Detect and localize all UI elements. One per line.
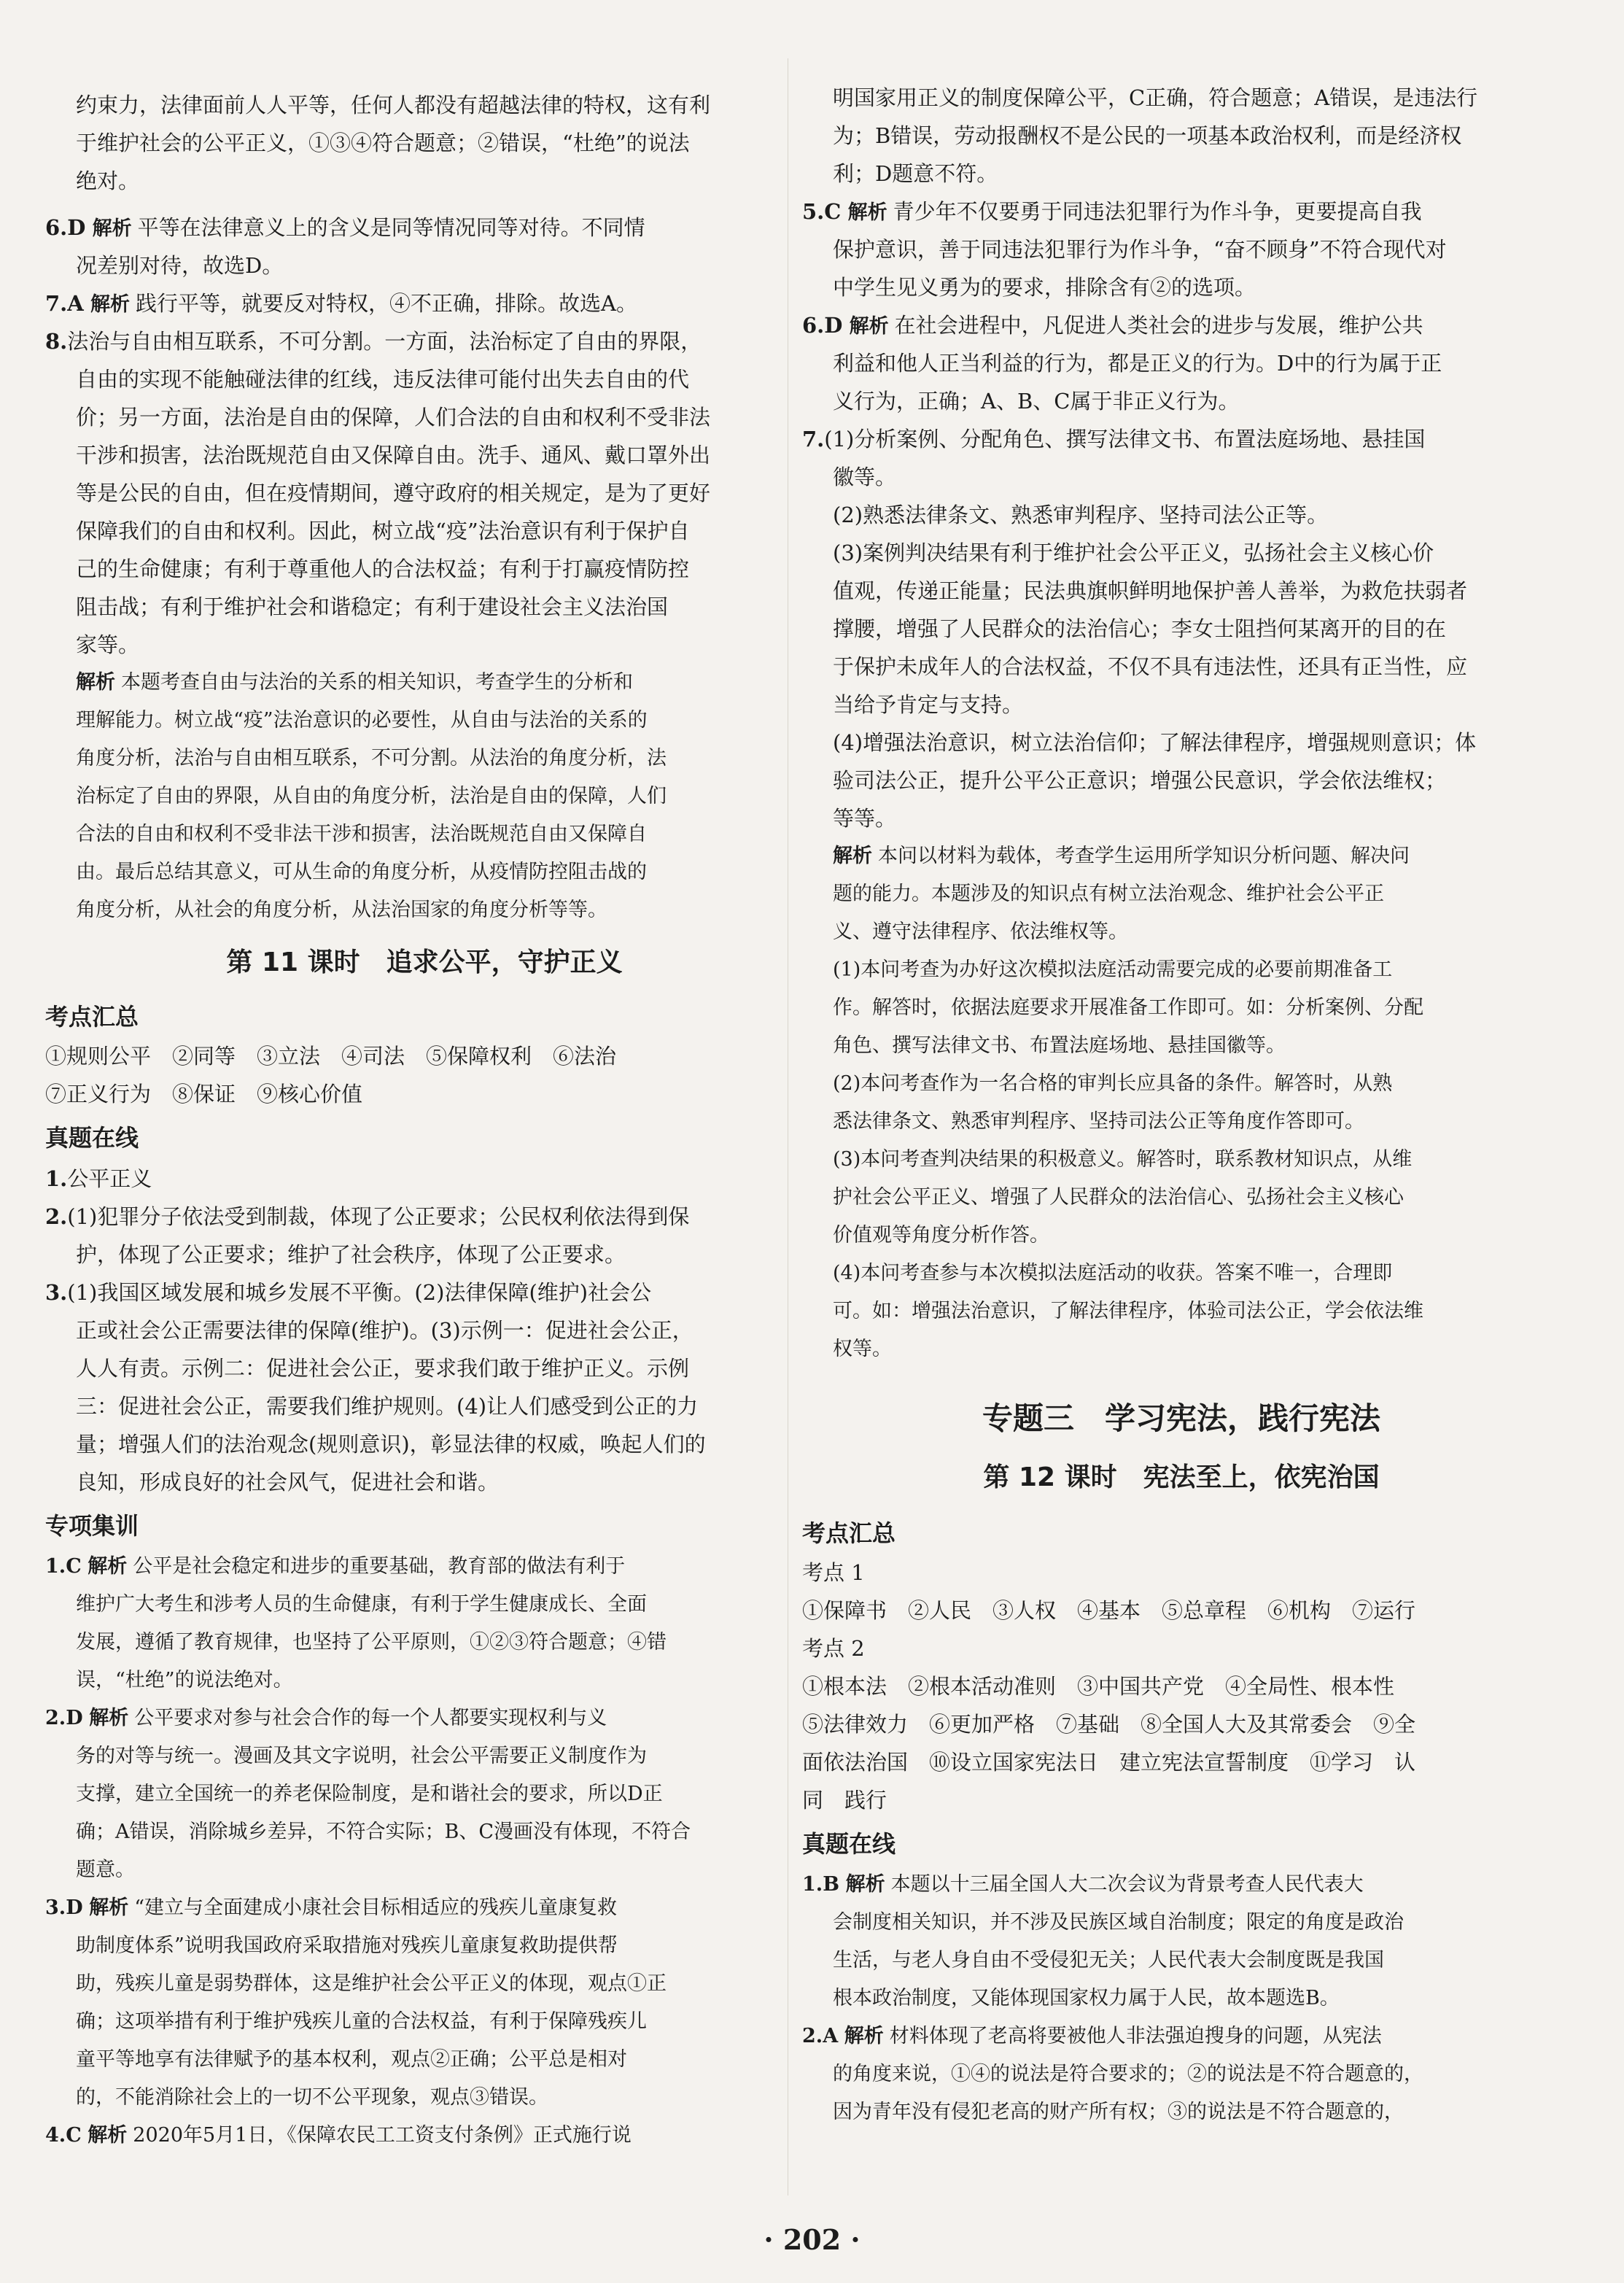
page-number: · 202 · bbox=[764, 2223, 860, 2256]
answer-item-line: 己的生命健康；有利于尊重他人的合法权益；有利于打赢疫情防控 bbox=[76, 557, 690, 581]
special-item-line: 误，“杜绝”的说法绝对。 bbox=[76, 1669, 293, 1691]
analysis-label: 解析 bbox=[844, 2025, 884, 2047]
analysis-line: 治标定了自由的界限，从自由的角度分析，法治是自由的保障，人们 bbox=[76, 785, 667, 807]
real-item-line: 三：促进社会公正，需要我们维护规则。(4)让人们感受到公正的力 bbox=[76, 1394, 699, 1419]
special-item-line: 题意。 bbox=[76, 1858, 135, 1881]
answer-item-line: 徽等。 bbox=[833, 465, 897, 489]
answer-item-line: 自由的实现不能触碰法律的红线，违反法律可能付出失去自由的代 bbox=[76, 367, 690, 392]
answer-item-line: 值观，传递正能量；民法典旗帜鲜明地保护善人善举，为救危扶弱者 bbox=[833, 578, 1468, 603]
answer-item-line: 义行为，正确；A、B、C属于非正义行为。 bbox=[833, 389, 1240, 414]
continued-text-line: 利；D题意不符。 bbox=[833, 161, 998, 186]
answer-item-line: 中学生见义勇为的要求，排除含有②的选项。 bbox=[833, 275, 1256, 300]
special-item-4: 4.C 解析 2020年5月1日，《保障农民工工资支付条例》正式施行说 bbox=[45, 2124, 632, 2147]
special-item-line: 确；A错误，消除城乡差异，不符合实际；B、C漫画没有体现，不符合 bbox=[76, 1821, 691, 1843]
answer-item-line: (4)增强法治意识，树立法治信仰；了解法律程序，增强规则意识；体 bbox=[833, 730, 1477, 755]
analysis-line: 角色、撰写法律文书、布置法庭场地、悬挂国徽等。 bbox=[833, 1034, 1286, 1057]
point-2-label: 考点 2 bbox=[802, 1636, 865, 1661]
analysis-label: 解析 bbox=[88, 2124, 128, 2147]
point-2-line: 面依法治国 ⑩设立国家宪法日 建立宪法宣誓制度 ⑪学习 认 bbox=[802, 1750, 1416, 1775]
answer-item-line: 阻击战；有利于维护社会和谐稳定；有利于建设社会主义法治国 bbox=[76, 594, 669, 619]
special-item-line: 助制度体系”说明我国政府采取措施对残疾儿童康复救助提供帮 bbox=[76, 1934, 618, 1957]
answer-item-line: 干涉和损害，法治既规范自由又保障自由。洗手、通风、戴口罩外出 bbox=[76, 443, 711, 468]
special-item-line: 确；这项举措有利于维护残疾儿童的合法权益，有利于保障残疾儿 bbox=[76, 2010, 647, 2033]
continued-text-line: 绝对。 bbox=[76, 168, 140, 193]
continued-text-line: 约束力，法律面前人人平等，任何人都没有超越法律的特权，这有利 bbox=[76, 93, 711, 117]
analysis-paragraph: 解析 本问以材料为载体，考查学生运用所学知识分析问题、解决问 bbox=[833, 845, 1410, 867]
analysis-line: 角度分析，从社会的角度分析，从法治国家的角度分析等等。 bbox=[76, 899, 607, 921]
analysis-label: 解析 bbox=[89, 1707, 129, 1729]
analysis-line: 题的能力。本题涉及的知识点有树立法治观念、维护社会公平正 bbox=[833, 883, 1384, 905]
point-2-line: ①根本法 ②根本活动准则 ③中国共产党 ④全局性、根本性 bbox=[802, 1674, 1395, 1699]
analysis-line: 悉法律条文、熟悉审判程序、坚持司法公正等角度作答即可。 bbox=[833, 1110, 1364, 1133]
special-item-3: 3.D 解析 “建立与全面建成小康社会目标相适应的残疾儿童康复救 bbox=[45, 1896, 618, 1919]
analysis-line: 义、遵守法律程序、依法维权等。 bbox=[833, 920, 1128, 943]
special-item-2: 2.D 解析 公平要求对参与社会合作的每一个人都要实现权利与义 bbox=[45, 1707, 607, 1729]
answer-item-line: 当给予肯定与支持。 bbox=[833, 692, 1024, 717]
analysis-label: 解析 bbox=[89, 1896, 129, 1919]
special-item-line: 助，残疾儿童是弱势群体，这是维护社会公平正义的体现，观点①正 bbox=[76, 1972, 667, 1995]
answer-item-line: 况差别对待，故选D。 bbox=[76, 253, 284, 278]
answer-item-line: 利益和他人正当利益的行为，都是正义的行为。D中的行为属于正 bbox=[833, 351, 1442, 376]
continued-text-line: 明国家用正义的制度保障公平，C正确，符合题意；A错误，是违法行 bbox=[833, 85, 1478, 110]
special-item-line: 务的对等与统一。漫画及其文字说明，社会公平需要正义制度作为 bbox=[76, 1745, 647, 1767]
analysis-line: 合法的自由和权利不受非法干涉和损害，法治既规范自由又保障自 bbox=[76, 823, 647, 845]
real-item-1: 1.公平正义 bbox=[45, 1166, 152, 1191]
point-1-label: 考点 1 bbox=[802, 1560, 865, 1585]
real-item-1-right: 1.B 解析 本题以十三届全国人大二次会议为背景考查人民代表大 bbox=[802, 1873, 1364, 1896]
summary-line: ⑦正义行为 ⑧保证 ⑨核心价值 bbox=[45, 1082, 363, 1106]
real-item-line: 良知，形成良好的社会风气，促进社会和谐。 bbox=[76, 1470, 500, 1495]
point-2-line: 同 践行 bbox=[802, 1788, 887, 1813]
continued-text-line: 于维护社会的公平正义，①③④符合题意；②错误，“杜绝”的说法 bbox=[76, 131, 690, 155]
analysis-line: (4)本问考查参与本次模拟法庭活动的收获。答案不唯一，合理即 bbox=[833, 1262, 1393, 1284]
real-item-2: 2.(1)犯罪分子依法受到制裁，体现了公正要求；公民权利依法得到保 bbox=[45, 1204, 690, 1229]
special-item-line: 发展，遵循了教育规律，也坚持了公平原则，①②③符合题意；④错 bbox=[76, 1631, 667, 1654]
analysis-line: 护社会公平正义、增强了人民群众的法治信心、弘扬社会主义核心 bbox=[833, 1186, 1404, 1209]
answer-item-line: 撑腰，增强了人民群众的法治信心；李女士阻挡何某离开的目的在 bbox=[833, 616, 1447, 641]
special-item-line: 维护广大考生和涉考人员的生命健康，有利于学生健康成长、全面 bbox=[76, 1593, 647, 1616]
answer-item-8: 8.法治与自由相互联系，不可分割。一方面，法治标定了自由的界限， bbox=[45, 329, 702, 354]
special-item-line: 的，不能消除社会上的一切不公平现象，观点③错误。 bbox=[76, 2086, 548, 2109]
point-2-line: ⑤法律效力 ⑥更加严格 ⑦基础 ⑧全国人大及其常委会 ⑨全 bbox=[802, 1712, 1416, 1737]
summary-heading: 考点汇总 bbox=[45, 1003, 139, 1031]
analysis-line: 作。解答时，依据法庭要求开展准备工作即可。如：分析案例、分配 bbox=[833, 996, 1423, 1019]
analysis-label: 解析 bbox=[849, 315, 889, 338]
analysis-line: 可。如：增强法治意识，了解法律程序，体验司法公正，学会依法维 bbox=[833, 1300, 1423, 1322]
answer-item-7: 7.A 解析 践行平等，就要反对特权，④不正确，排除。故选A。 bbox=[45, 291, 637, 316]
real-item-3: 3.(1)我国区域发展和城乡发展不平衡。(2)法律保障(维护)社会公 bbox=[45, 1280, 652, 1305]
answer-item-6-right: 6.D 解析 在社会进程中，凡促进人类社会的进步与发展，维护公共 bbox=[802, 313, 1423, 338]
special-training-heading: 专项集训 bbox=[45, 1512, 139, 1540]
analysis-line: (1)本问考查为办好这次模拟法庭活动需要完成的必要前期准备工 bbox=[833, 958, 1393, 981]
answer-item-5: 5.C 解析 青少年不仅要勇于同违法犯罪行为作斗争，更要提高自我 bbox=[802, 199, 1422, 224]
real-item-line: 的角度来说，①④的说法是符合要求的；②的说法是不符合题意的， bbox=[833, 2063, 1423, 2085]
analysis-line: 理解能力。树立战“疫”法治意识的必要性，从自由与法治的关系的 bbox=[76, 709, 648, 732]
real-item-line: 人人有责。示例二：促进社会公正，要求我们敢于维护正义。示例 bbox=[76, 1356, 690, 1381]
special-item-1: 1.C 解析 公平是社会稳定和进步的重要基础，教育部的做法有利于 bbox=[45, 1555, 626, 1578]
analysis-label: 解析 bbox=[845, 1873, 885, 1896]
topic-3-title: 专题三 学习宪法，践行宪法 bbox=[982, 1400, 1380, 1436]
point-1-line: ①保障书 ②人民 ③人权 ④基本 ⑤总章程 ⑥机构 ⑦运行 bbox=[802, 1598, 1416, 1623]
answer-item-line: (2)熟悉法律条文、熟悉审判程序、坚持司法公正等。 bbox=[833, 503, 1329, 527]
real-item-line: 会制度相关知识，并不涉及民族区域自治制度；限定的角度是政治 bbox=[833, 1911, 1404, 1934]
analysis-paragraph: 解析 本题考查自由与法治的关系的相关知识，考查学生的分析和 bbox=[76, 671, 633, 694]
analysis-line: 角度分析，法治与自由相互联系，不可分割。从法治的角度分析，法 bbox=[76, 747, 667, 770]
lesson-11-title: 第 11 课时 追求公平，守护正义 bbox=[226, 947, 623, 977]
analysis-label: 解析 bbox=[833, 845, 872, 867]
real-item-line: 量；增强人们的法治观念(规则意识)，彰显法律的权威，唤起人们的 bbox=[76, 1432, 706, 1457]
analysis-label: 解析 bbox=[92, 217, 132, 240]
continued-text-line: 为；B错误，劳动报酬权不是公民的一项基本政治权利，而是经济权 bbox=[833, 123, 1462, 148]
answer-item-line: 等等。 bbox=[833, 806, 897, 831]
analysis-line: (3)本问考查判决结果的积极意义。解答时，联系教材知识点，从维 bbox=[833, 1148, 1413, 1171]
real-item-line: 因为青年没有侵犯老高的财产所有权；③的说法是不符合题意的， bbox=[833, 2101, 1404, 2123]
analysis-label: 解析 bbox=[76, 671, 115, 694]
answer-item-line: 等是公民的自由，但在疫情期间，遵守政府的相关规定，是为了更好 bbox=[76, 481, 711, 505]
answer-item-7-right: 7.(1)分析案例、分配角色、撰写法律文书、布置法庭场地、悬挂国 bbox=[802, 427, 1426, 451]
answer-item-line: 保护意识，善于同违法犯罪行为作斗争，“奋不顾身”不符合现代对 bbox=[833, 237, 1447, 262]
real-exam-heading: 真题在线 bbox=[45, 1124, 139, 1152]
analysis-label: 解析 bbox=[88, 1555, 128, 1578]
special-item-line: 童平等地享有法律赋予的基本权利，观点②正确；公平总是相对 bbox=[76, 2048, 627, 2071]
real-item-2-right: 2.A 解析 材料体现了老高将要被他人非法强迫搜身的问题，从宪法 bbox=[802, 2025, 1382, 2047]
analysis-line: 由。最后总结其意义，可从生命的角度分析，从疫情防控阻击战的 bbox=[76, 861, 647, 883]
analysis-line: (2)本问考查作为一名合格的审判长应具备的条件。解答时，从熟 bbox=[833, 1072, 1393, 1095]
analysis-line: 价值观等角度分析作答。 bbox=[833, 1224, 1049, 1247]
answer-item-line: 保障我们的自由和权利。因此，树立战“疫”法治意识有利于保护自 bbox=[76, 519, 690, 543]
analysis-line: 权等。 bbox=[833, 1338, 892, 1360]
summary-heading: 考点汇总 bbox=[802, 1519, 896, 1547]
answer-item-line: (3)案例判决结果有利于维护社会公平正义，弘扬社会主义核心价 bbox=[833, 540, 1434, 565]
real-item-line: 正或社会公正需要法律的保障(维护)。(3)示例一：促进社会公正， bbox=[76, 1318, 693, 1343]
answer-item-line: 于保护未成年人的合法权益，不仅不具有违法性，还具有正当性，应 bbox=[833, 654, 1468, 679]
lesson-12-title: 第 12 课时 宪法至上，依宪治国 bbox=[983, 1462, 1380, 1492]
real-item-line: 护，体现了公正要求；维护了社会秩序，体现了公正要求。 bbox=[76, 1242, 626, 1267]
analysis-label: 解析 bbox=[90, 293, 131, 316]
answer-item-line: 验司法公正，提升公平公正意识；增强公民意识，学会依法维权； bbox=[833, 768, 1447, 793]
analysis-label: 解析 bbox=[847, 201, 887, 224]
real-item-line: 根本政治制度，又能体现国家权力属于人民，故本题选B。 bbox=[833, 1987, 1340, 2009]
answer-item-6: 6.D 解析 平等在法律意义上的含义是同等情况同等对待。不同情 bbox=[45, 215, 645, 240]
real-exam-heading: 真题在线 bbox=[802, 1830, 896, 1858]
summary-line: ①规则公平 ②同等 ③立法 ④司法 ⑤保障权利 ⑥法治 bbox=[45, 1044, 617, 1069]
answer-item-line: 家等。 bbox=[76, 632, 140, 657]
real-item-line: 生活，与老人身自由不受侵犯无关；人民代表大会制度既是我国 bbox=[833, 1949, 1384, 1972]
special-item-line: 支撑，建立全国统一的养老保险制度，是和谐社会的要求，所以D正 bbox=[76, 1783, 663, 1805]
answer-item-line: 价；另一方面，法治是自由的保障，人们合法的自由和权利不受非法 bbox=[76, 405, 711, 430]
